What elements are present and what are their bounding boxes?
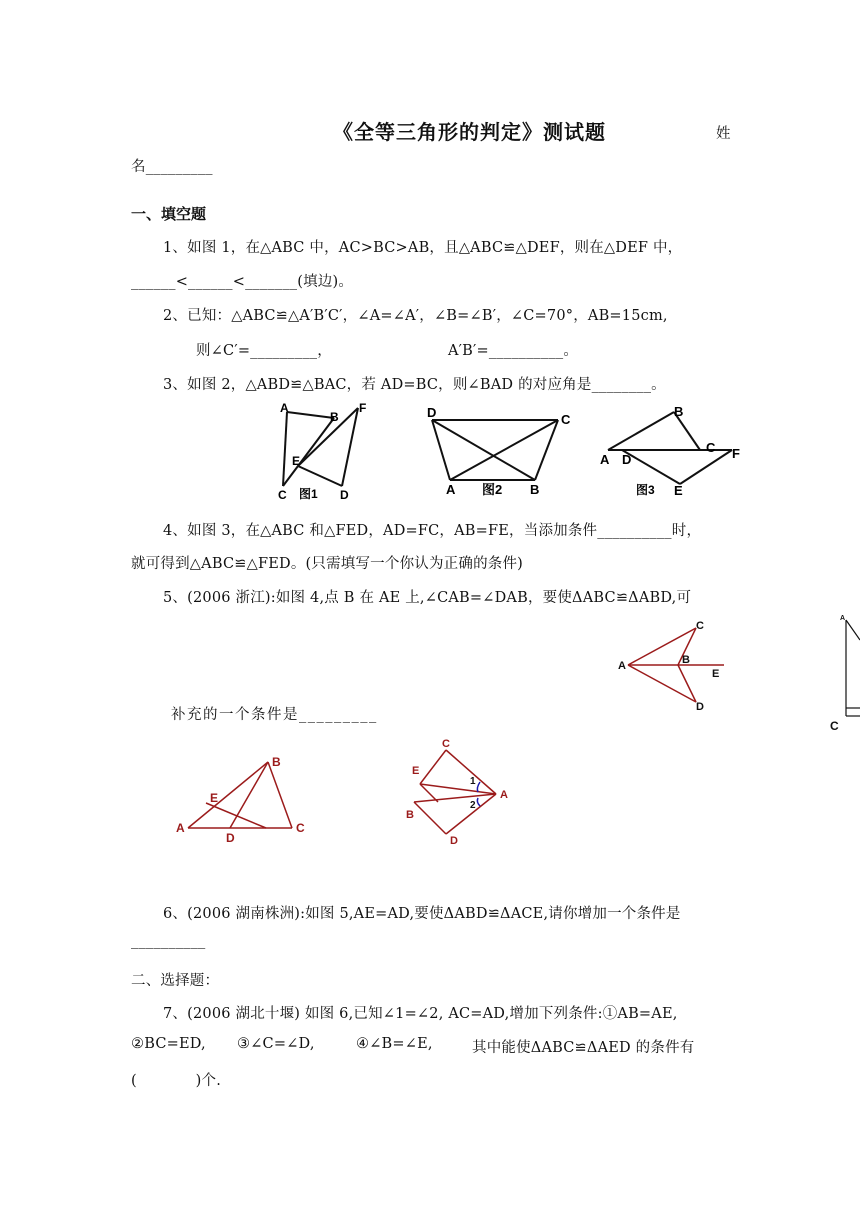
fig4-label-e: E xyxy=(712,668,720,680)
fig5-label-c: C xyxy=(296,821,305,835)
fig2-caption: 图2 xyxy=(482,482,503,497)
fig6-label-b: B xyxy=(406,809,414,821)
figure-2 xyxy=(424,402,574,500)
fig2-label-b: B xyxy=(530,482,540,497)
fig3-label-f: F xyxy=(732,446,740,461)
question-7-line-3: ( )个. xyxy=(131,1073,222,1089)
fig1-label-c: C xyxy=(278,488,287,502)
fig4-label-b: B xyxy=(682,654,690,666)
fig4-label-c: C xyxy=(696,620,704,632)
fig3-caption: 图3 xyxy=(636,483,655,497)
question-7-line-1: 7、(2006 湖北十堰) 如图 6,已知∠1=∠2, AC=AD,增加下列条件:①AB=AE, xyxy=(163,1006,678,1022)
fig6-label-c: C xyxy=(442,738,450,750)
figure-3 xyxy=(596,402,748,498)
fig5-label-b: B xyxy=(272,755,281,769)
question-7-condition-2: ②BC=ED, xyxy=(131,1036,206,1052)
edge-label-c: C xyxy=(830,719,839,730)
fig1-label-b: B xyxy=(330,410,339,424)
fig2-label-c: C xyxy=(561,412,571,427)
question-5-line-2: 补充的一个条件是_________ xyxy=(171,707,378,723)
fig1-label-f: F xyxy=(359,401,367,415)
fig1-label-d: D xyxy=(340,488,349,502)
fig1-label-e: E xyxy=(292,454,301,468)
fig3-label-c: C xyxy=(706,440,716,455)
question-1-line-2: ______<______<_______(填边)。 xyxy=(131,274,354,290)
fig3-label-d: D xyxy=(622,452,632,467)
fig6-label-a: A xyxy=(500,789,508,801)
fig4-label-d: D xyxy=(696,701,704,713)
question-7-condition-3: ③∠C=∠D, xyxy=(237,1036,315,1052)
fig3-label-b: B xyxy=(674,404,684,419)
fig4-label-a: A xyxy=(618,660,626,672)
question-6-line-2: __________ xyxy=(131,933,206,949)
fig5-label-a: A xyxy=(176,821,185,835)
section-heading-multiple-choice: 二、选择题： xyxy=(131,973,220,989)
question-4-line-2: 就可得到△ABC≌△FED。(只需填写一个你认为正确的条件) xyxy=(131,556,524,572)
figure-5 xyxy=(170,748,320,848)
edge-label-a: A xyxy=(840,615,846,622)
fig1-caption: 图1 xyxy=(299,487,318,501)
question-2-line-2b: A′B′=__________。 xyxy=(448,343,579,359)
fig6-label-angle-1: 1 xyxy=(470,776,476,787)
fig6-label-d: D xyxy=(450,835,458,847)
question-7-condition-4: ④∠B=∠E, xyxy=(356,1036,433,1052)
question-6-line-1: 6、(2006 湖南株洲):如图 5,AE=AD,要使ΔABD≌ΔACE,请你增加一个条件是 xyxy=(163,906,681,922)
fig6-label-angle-2: 2 xyxy=(470,800,476,811)
section-heading-fill-blank: 一、填空题 xyxy=(131,205,207,223)
figure-6 xyxy=(400,736,520,848)
fig1-label-a: A xyxy=(280,401,289,415)
edge-figure-fragment xyxy=(826,610,860,730)
question-2-line-1: 2、已知：△ABC≌△A′B′C′，∠A=∠A′，∠B=∠B′，∠C=70°，AB=15cm, xyxy=(163,308,668,324)
name-label: 姓 xyxy=(716,126,731,142)
fig5-label-e: E xyxy=(210,791,219,805)
fig3-label-e: E xyxy=(674,483,683,498)
fig5-label-d: D xyxy=(226,831,235,845)
question-3: 3、如图 2，△ABD≌△BAC，若 AD=BC，则∠BAD 的对应角是________。 xyxy=(163,377,666,393)
name-blank: 名_________ xyxy=(131,159,213,175)
question-5-line-1: 5、(2006 浙江):如图 4,点 B 在 AE 上,∠CAB=∠DAB，要使ΔABC≌ΔABD,可 xyxy=(163,590,692,606)
fig2-label-a: A xyxy=(446,482,456,497)
question-7-line-2-tail: 其中能使ΔABC≌ΔAED 的条件有 xyxy=(472,1040,695,1056)
question-2-line-2a: 则∠C′=_________， xyxy=(196,343,332,359)
fig2-label-d: D xyxy=(427,405,437,420)
figure-4 xyxy=(612,616,732,714)
page-title: 《全等三角形的判定》测试题 xyxy=(333,120,606,144)
figure-1 xyxy=(272,398,372,504)
fig3-label-a: A xyxy=(600,452,610,467)
question-4-line-1: 4、如图 3，在△ABC 和△FED，AD=FC，AB=FE，当添加条件__________时， xyxy=(163,523,702,539)
question-1-line-1: 1、如图 1，在△ABC 中，AC>BC>AB，且△ABC≌△DEF，则在△DEF 中， xyxy=(163,240,683,256)
fig6-label-e: E xyxy=(412,765,420,777)
